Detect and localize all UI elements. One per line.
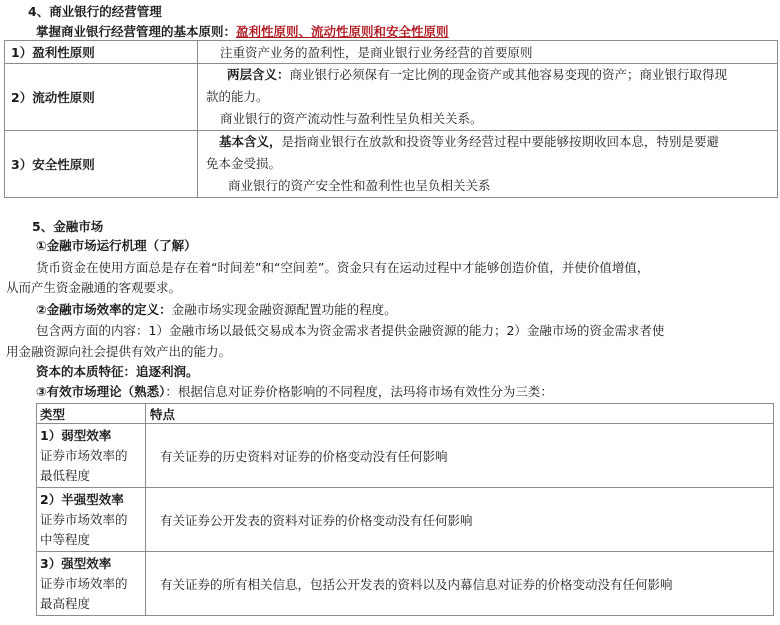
table-row <box>5 64 778 131</box>
efficiency-type <box>37 424 146 488</box>
table-row <box>37 552 774 616</box>
subheading-emh: ③有效市场理论（熟悉） <box>36 384 166 399</box>
type-title: 3）强型效率 <box>40 555 112 571</box>
principle-text: 是指商业银行在放款和投资等业务经营过程中要能够按期收回本息，特别是要避 <box>281 134 720 149</box>
efficiency-table <box>36 403 774 616</box>
subheading-efficiency: ②金融市场效率的定义： <box>36 302 172 317</box>
principle-label: 3）安全性原则 <box>5 131 198 198</box>
principle-text: 商业银行的资产流动性与盈利性呈负相关关系。 <box>220 111 483 126</box>
type-desc: 最低程度 <box>40 467 91 483</box>
principles-table <box>4 40 778 198</box>
efficient-market-theory <box>36 382 553 400</box>
section4-title: 4、商业银行的经营管理 <box>28 4 162 19</box>
principle-label: 1）盈利性原则 <box>5 41 198 64</box>
paragraph-line: 包含两方面的内容：1）金融市场以最低交易成本为资金需求者提供金融资源的能力；2）金融市场的资金需求者使 <box>36 323 665 338</box>
type-desc: 最高程度 <box>40 595 91 611</box>
paragraph-line: 用金融资源向社会提供有效产出的能力。 <box>6 344 232 359</box>
principle-content <box>198 64 778 131</box>
type-title: 1）弱型效率 <box>40 427 112 443</box>
efficiency-feature: 有关证券公开发表的资料对证券的价格变动没有任何影响 <box>146 488 774 552</box>
principle-text: 款的能力。 <box>206 89 269 104</box>
principle-text: 免本金受损。 <box>206 156 282 171</box>
section4-lead-text: 掌握商业银行经营管理的基本原则： <box>36 24 237 39</box>
section4-lead-emphasis: 盈利性原则、流动性原则和安全性原则 <box>236 24 449 39</box>
principle-content <box>198 41 778 64</box>
type-desc: 中等程度 <box>40 531 91 547</box>
table-row <box>37 424 774 488</box>
principle-label: 2）流动性原则 <box>5 64 198 131</box>
definition-text: 金融市场实现金融资源配置功能的程度。 <box>171 302 397 317</box>
efficiency-feature: 有关证券的所有相关信息，包括公开发表的资料以及内幕信息对证券的价格变动没有任何影响 <box>146 552 774 616</box>
table-header-row <box>37 404 774 424</box>
capital-essence: 资本的本质特征：追逐利润。 <box>36 364 199 379</box>
type-desc: 证券市场效率的 <box>40 575 128 591</box>
type-desc: 证券市场效率的 <box>40 511 128 527</box>
table-row <box>5 131 778 198</box>
type-desc: 证券市场效率的 <box>40 447 128 463</box>
efficiency-type <box>37 552 146 616</box>
column-header: 类型 <box>37 404 146 424</box>
paragraph-line: 货币资金在使用方面总是存在着“时间差”和“空间差”。资金只有在运动过程中才能够创造价值，并使价值增值， <box>36 260 650 275</box>
subheading-mechanism: ①金融市场运行机理（了解） <box>36 238 197 253</box>
table-row <box>37 488 774 552</box>
column-header: 特点 <box>146 404 774 424</box>
paragraph-line: 从而产生资金融通的客观要求。 <box>6 280 182 295</box>
principle-text: 注重资产业务的盈利性，是商业银行业务经营的首要原则 <box>220 45 533 60</box>
efficiency-feature: 有关证券的历史资料对证券的价格变动没有任何影响 <box>146 424 774 488</box>
emh-text: ：根据信息对证券价格影响的不同程度，法玛将市场有效性分为三类： <box>165 384 553 399</box>
principle-text: 商业银行的资产安全性和盈利性也呈负相关关系 <box>228 178 491 193</box>
principle-text: 商业银行必须保有一定比例的现金资产或其他容易变现的资产；商业银行取得现 <box>289 67 728 82</box>
table-row <box>5 41 778 64</box>
principle-bold: 基本含义， <box>219 134 282 149</box>
section4-lead <box>36 22 449 40</box>
principle-bold: 两层含义： <box>227 67 290 82</box>
type-title: 2）半强型效率 <box>40 491 124 507</box>
principle-content <box>198 131 778 198</box>
section5-title: 5、金融市场 <box>32 219 104 234</box>
efficiency-type <box>37 488 146 552</box>
efficiency-definition <box>36 300 397 318</box>
